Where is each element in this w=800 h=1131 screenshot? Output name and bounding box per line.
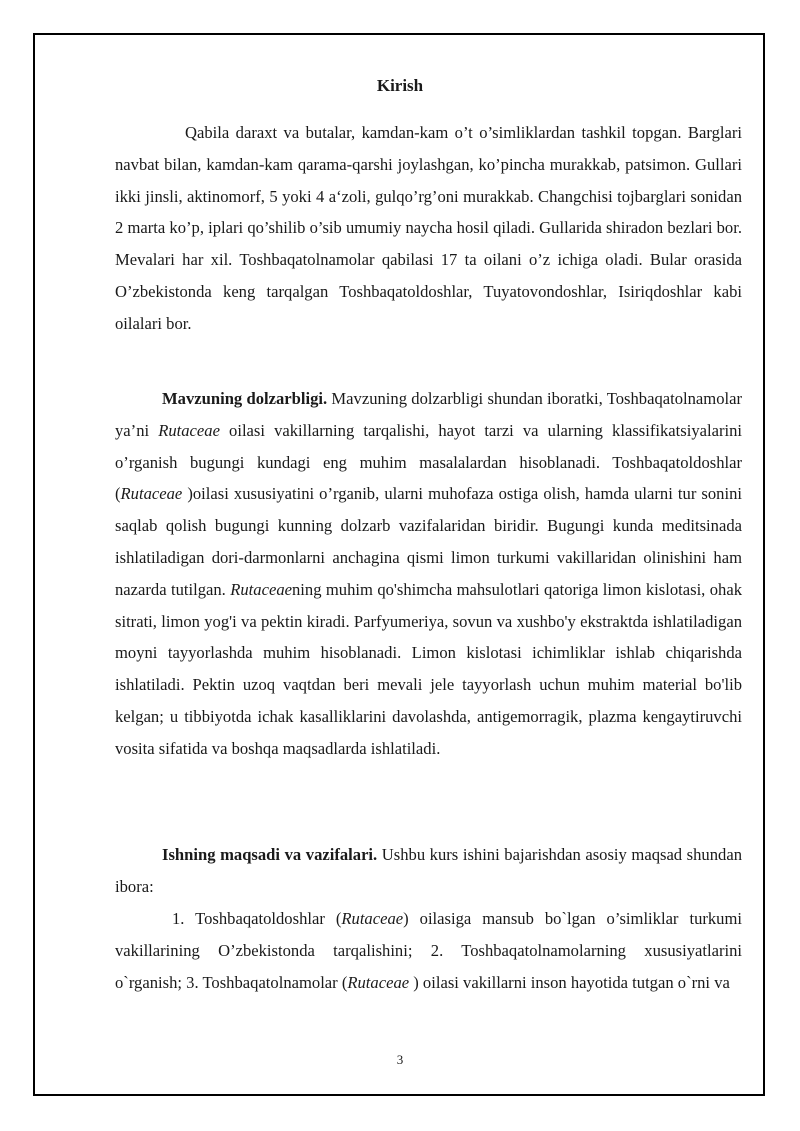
goals-section [115, 839, 742, 903]
list-item-1-text: ) oilasiga mansub bo`lgan o’simliklar turkumi vakillarining O’zbekistonda tarqalishini; [115, 909, 743, 960]
goals-heading: Ishning maqsadi va vazifalari. [162, 845, 378, 864]
intro-paragraph: Qabila daraxt va butalar, kamdan-kam o’t o’simliklardan tashkil topgan. Barglari navbat bilan, kamdan-kam qarama-qarshi joylashgan, ko’pincha murakkab, patsimon. Gullari ikki jinsli, aktinomorf, 5 yoki 4 a‘zoli, gulqo’rg’oni murakkab. Changchisi tojbarglari sonidan 2 marta ko’p, iplari qo’shilib o’sib umumiy naycha hosil qiladi. Gullarida shiradon bezlari bor. Mevalari har xil. Toshbaqatolnamolar qabilasi 17 ta oilani o’z ichiga oladi. Bular orasida O’zbekistonda keng tarqalgan Toshbaqatoldoshlar, Tuyatovondoshlar, Isiriqdoshlar kabi oilalari bor. [115, 123, 742, 333]
relevance-section [115, 383, 742, 765]
list-item-2-text: Toshbaqatolnamolarning xususiyatlarini o`rganish; [115, 940, 742, 992]
list-item [115, 903, 742, 998]
relevance-heading: Mavzuning dolzarbligi. [162, 389, 328, 408]
latin-term: Rutaceae [158, 420, 220, 440]
goals-paragraph [115, 839, 742, 903]
relevance-text-4: ning muhim qo'shimcha mahsulotlari qatoriga limon kislotasi, ohak sitrati, limon yog'i va pektin kiradi. Parfyumeriya, sovun va xushbo'y ekstraktda ishlatiladigan moyni tayyorlashda muhim hisoblanadi. Limon kislotasi ichimliklar ishlab chiqarishda ishlatiladi. Pektin uzoq vaqtdan beri mevali jele tayyorlash uchun muhim material bo'lib kelgan; u tibbiyotda ichak kasalliklarini davolashda, antigemorragik, plazma kengaytiruvchi vosita sifatida va boshqa maqsadlarda ishlatiladi. [115, 579, 742, 758]
latin-term: Rutaceae [120, 484, 183, 504]
latin-term: Rutaceae [347, 972, 410, 992]
list-item-1-prefix: 1. Toshbaqatoldoshlar ( [172, 909, 342, 928]
relevance-paragraph [115, 383, 742, 765]
goals-list [115, 903, 742, 998]
latin-term: Rutaceae [230, 579, 292, 599]
relevance-text-3: )oilasi xususiyatini o’rganib, ularni muhofaza ostiga olish, hamda ularni tur sonini saqlab qolish bugungi kunning dolzarb vazifalaridan biridir. Bugungi kunda meditsinada ishlatiladigan dori-darmonlarni anchagina qismi limon turkumi vakillaridan olinishini ham nazarda tutilgan. [115, 484, 742, 599]
page-number: 3 [396, 1052, 404, 1067]
relevance-text-2: oilasi vakillarning tarqalishi, hayot tarzi va ularning klassifikatsiyalarini o’rganish bugungi kundagi eng muhim masalalardan hisoblanadi. Toshbaqatoldoshlar ( [115, 420, 742, 504]
intro-section [115, 117, 742, 340]
relevance-text-1: Mavzuning dolzarbligi shundan iboratki, Toshbaqatolnamolar ya’ni [115, 389, 742, 440]
goals-text: Ushbu kurs ishini bajarishdan asosiy maqsad shundan ibora: [115, 845, 742, 896]
latin-term: Rutaceae [341, 909, 404, 928]
list-item-3-number: 3. [186, 972, 199, 992]
list-item-3-prefix: Toshbaqatolnamolar ( [202, 972, 348, 992]
list-item-3-text: ) oilasi vakillarni inson hayotida tutgan o`rni va [409, 972, 730, 992]
list-item-2-number: 2. [430, 940, 444, 960]
page-title: Kirish [376, 76, 424, 95]
